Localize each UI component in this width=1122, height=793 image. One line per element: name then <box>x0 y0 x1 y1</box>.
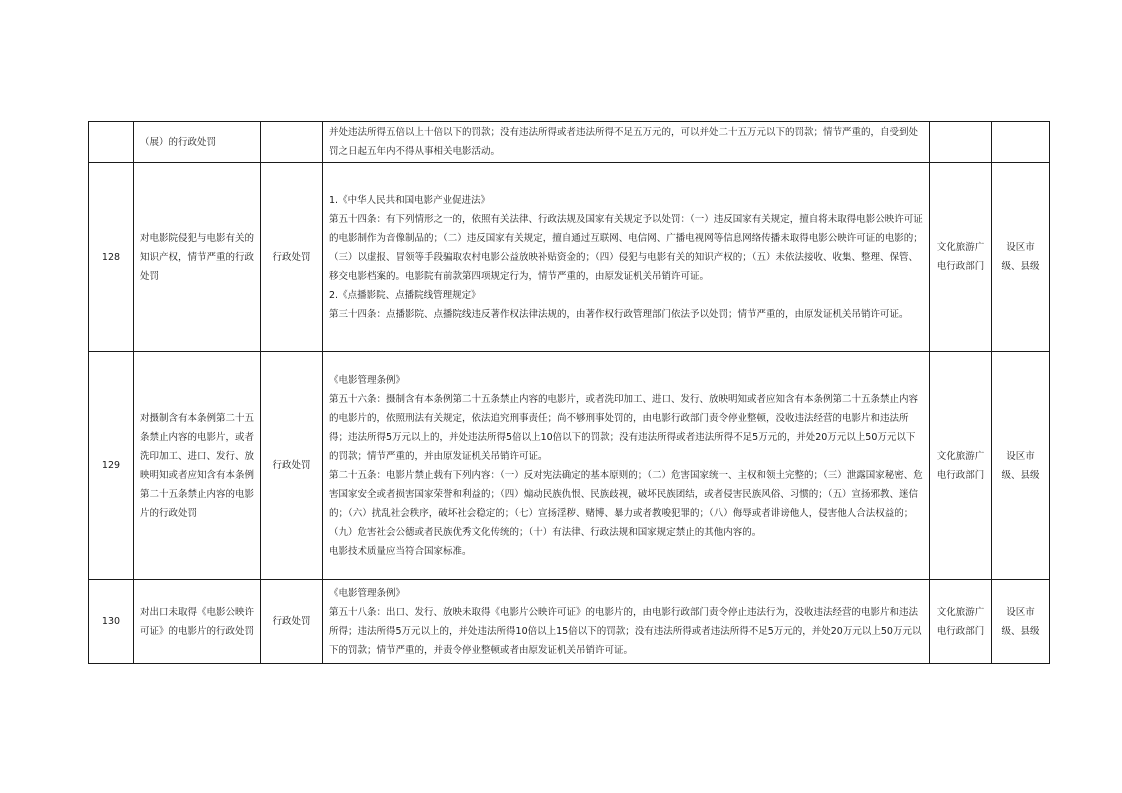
legal-basis-paragraph: 第五十四条：有下列情形之一的，依照有关法律、行政法规及国家有关规定予以处罚：（一）违反国家有关规定，擅自将未取得电影公映许可证的电影制作为音像制品的；（二）违反国家有关规定，擅自通过互联网、电信网、广播电视网等信息网络传播未取得电影公映许可证的电影的；（三）以虚报、冒领等手段骗取农村电影公益放映补贴资金的；（四）侵犯与电影有关的知识产权的；（五）未依法接收、收集、整理、保管、移交电影档案的。电影院有前款第四项规定行为，情节严重的，由原发证机关吊销许可证。 <box>329 213 923 282</box>
row-number: 129 <box>89 352 134 580</box>
legal-basis-paragraph: 2.《点播影院、点播院线管理规定》 <box>329 289 481 301</box>
legal-basis <box>323 163 930 352</box>
legal-basis-paragraph: 电影技术质量应当符合国家标准。 <box>329 545 472 557</box>
regulation-table <box>88 121 1050 664</box>
penalty-type: 行政处罚 <box>261 352 323 580</box>
row-number <box>89 122 134 163</box>
legal-basis-paragraph: 第五十八条：出口、发行、放映未取得《电影片公映许可证》的电影片的，由电影行政部门责令停止违法行为，没收违法经营的电影片和违法所得；违法所得5万元以上的，并处违法所得10倍以上15倍以下的罚款；没有违法所得或者违法所得不足5万元的，并处20万元以上50万元以下的罚款；情节严重的，并责令停业整顿或者由原发证机关吊销许可证。 <box>329 606 922 656</box>
legal-basis <box>323 580 930 664</box>
table-row <box>89 352 1050 580</box>
legal-basis-paragraph: 1.《中华人民共和国电影产业促进法》 <box>329 194 491 206</box>
legal-basis-paragraph: 第二十五条：电影片禁止载有下列内容：（一）反对宪法确定的基本原则的；（二）危害国家统一、主权和领土完整的；（三）泄露国家秘密、危害国家安全或者损害国家荣誉和利益的；（四）煽动民族仇恨、民族歧视，破坏民族团结，或者侵害民族风俗、习惯的；（五）宣扬邪教、迷信的；（六）扰乱社会秩序，破坏社会稳定的；（七）宣扬淫秽、赌博、暴力或者教唆犯罪的；（八）侮辱或者诽谤他人，侵害他人合法权益的；（九）危害社会公德或者民族优秀文化传统的；（十）有法律、行政法规和国家规定禁止的其他内容的。 <box>329 469 923 538</box>
table-row <box>89 163 1050 352</box>
penalty-type <box>261 122 323 163</box>
jurisdiction-level: 设区市级、县级 <box>992 163 1050 352</box>
legal-basis-paragraph: 《电影管理条例》 <box>329 374 406 386</box>
legal-basis-paragraph: 第五十六条：摄制含有本条例第二十五条禁止内容的电影片，或者洗印加工、进口、发行、放映明知或者应知含有本条例第二十五条禁止内容的电影片的，依照刑法有关规定，依法追究刑事责任；尚不够刑事处罚的，由电影行政部门责令停业整顿，没收违法经营的电影片和违法所得；违法所得5万元以上的，并处违法所得5倍以上10倍以下的罚款；没有违法所得或者违法所得不足5万元的，并处20万元以上50万元以下的罚款；情节严重的，并由原发证机关吊销许可证。 <box>329 393 919 462</box>
enforcement-department <box>930 122 992 163</box>
legal-basis-paragraph: 第三十四条：点播影院、点播院线违反著作权法律法规的，由著作权行政管理部门依法予以处罚；情节严重的，由原发证机关吊销许可证。 <box>329 308 909 320</box>
legal-basis-paragraph: 《电影管理条例》 <box>329 587 406 599</box>
enforcement-department: 文化旅游广电行政部门 <box>930 352 992 580</box>
penalty-item-name: 对电影院侵犯与电影有关的知识产权，情节严重的行政处罚 <box>134 163 261 352</box>
legal-basis-paragraph: 并处违法所得五倍以上十倍以下的罚款；没有违法所得或者违法所得不足五万元的，可以并处二十五万元以下的罚款；情节严重的，自受到处罚之日起五年内不得从事相关电影活动。 <box>329 127 919 157</box>
jurisdiction-level: 设区市级、县级 <box>992 352 1050 580</box>
legal-basis <box>323 122 930 163</box>
penalty-item-name: 对摄制含有本条例第二十五条禁止内容的电影片，或者洗印加工、进口、发行、放映明知或者应知含有本条例第二十五条禁止内容的电影片的行政处罚 <box>134 352 261 580</box>
penalty-item-name: （展）的行政处罚 <box>134 122 261 163</box>
penalty-type: 行政处罚 <box>261 163 323 352</box>
row-number: 128 <box>89 163 134 352</box>
enforcement-department: 文化旅游广电行政部门 <box>930 163 992 352</box>
penalty-type: 行政处罚 <box>261 580 323 664</box>
penalty-item-name: 对出口未取得《电影公映许可证》的电影片的行政处罚 <box>134 580 261 664</box>
jurisdiction-level: 设区市级、县级 <box>992 580 1050 664</box>
table-row <box>89 122 1050 163</box>
jurisdiction-level <box>992 122 1050 163</box>
table-row <box>89 580 1050 664</box>
row-number: 130 <box>89 580 134 664</box>
legal-basis <box>323 352 930 580</box>
enforcement-department: 文化旅游广电行政部门 <box>930 580 992 664</box>
